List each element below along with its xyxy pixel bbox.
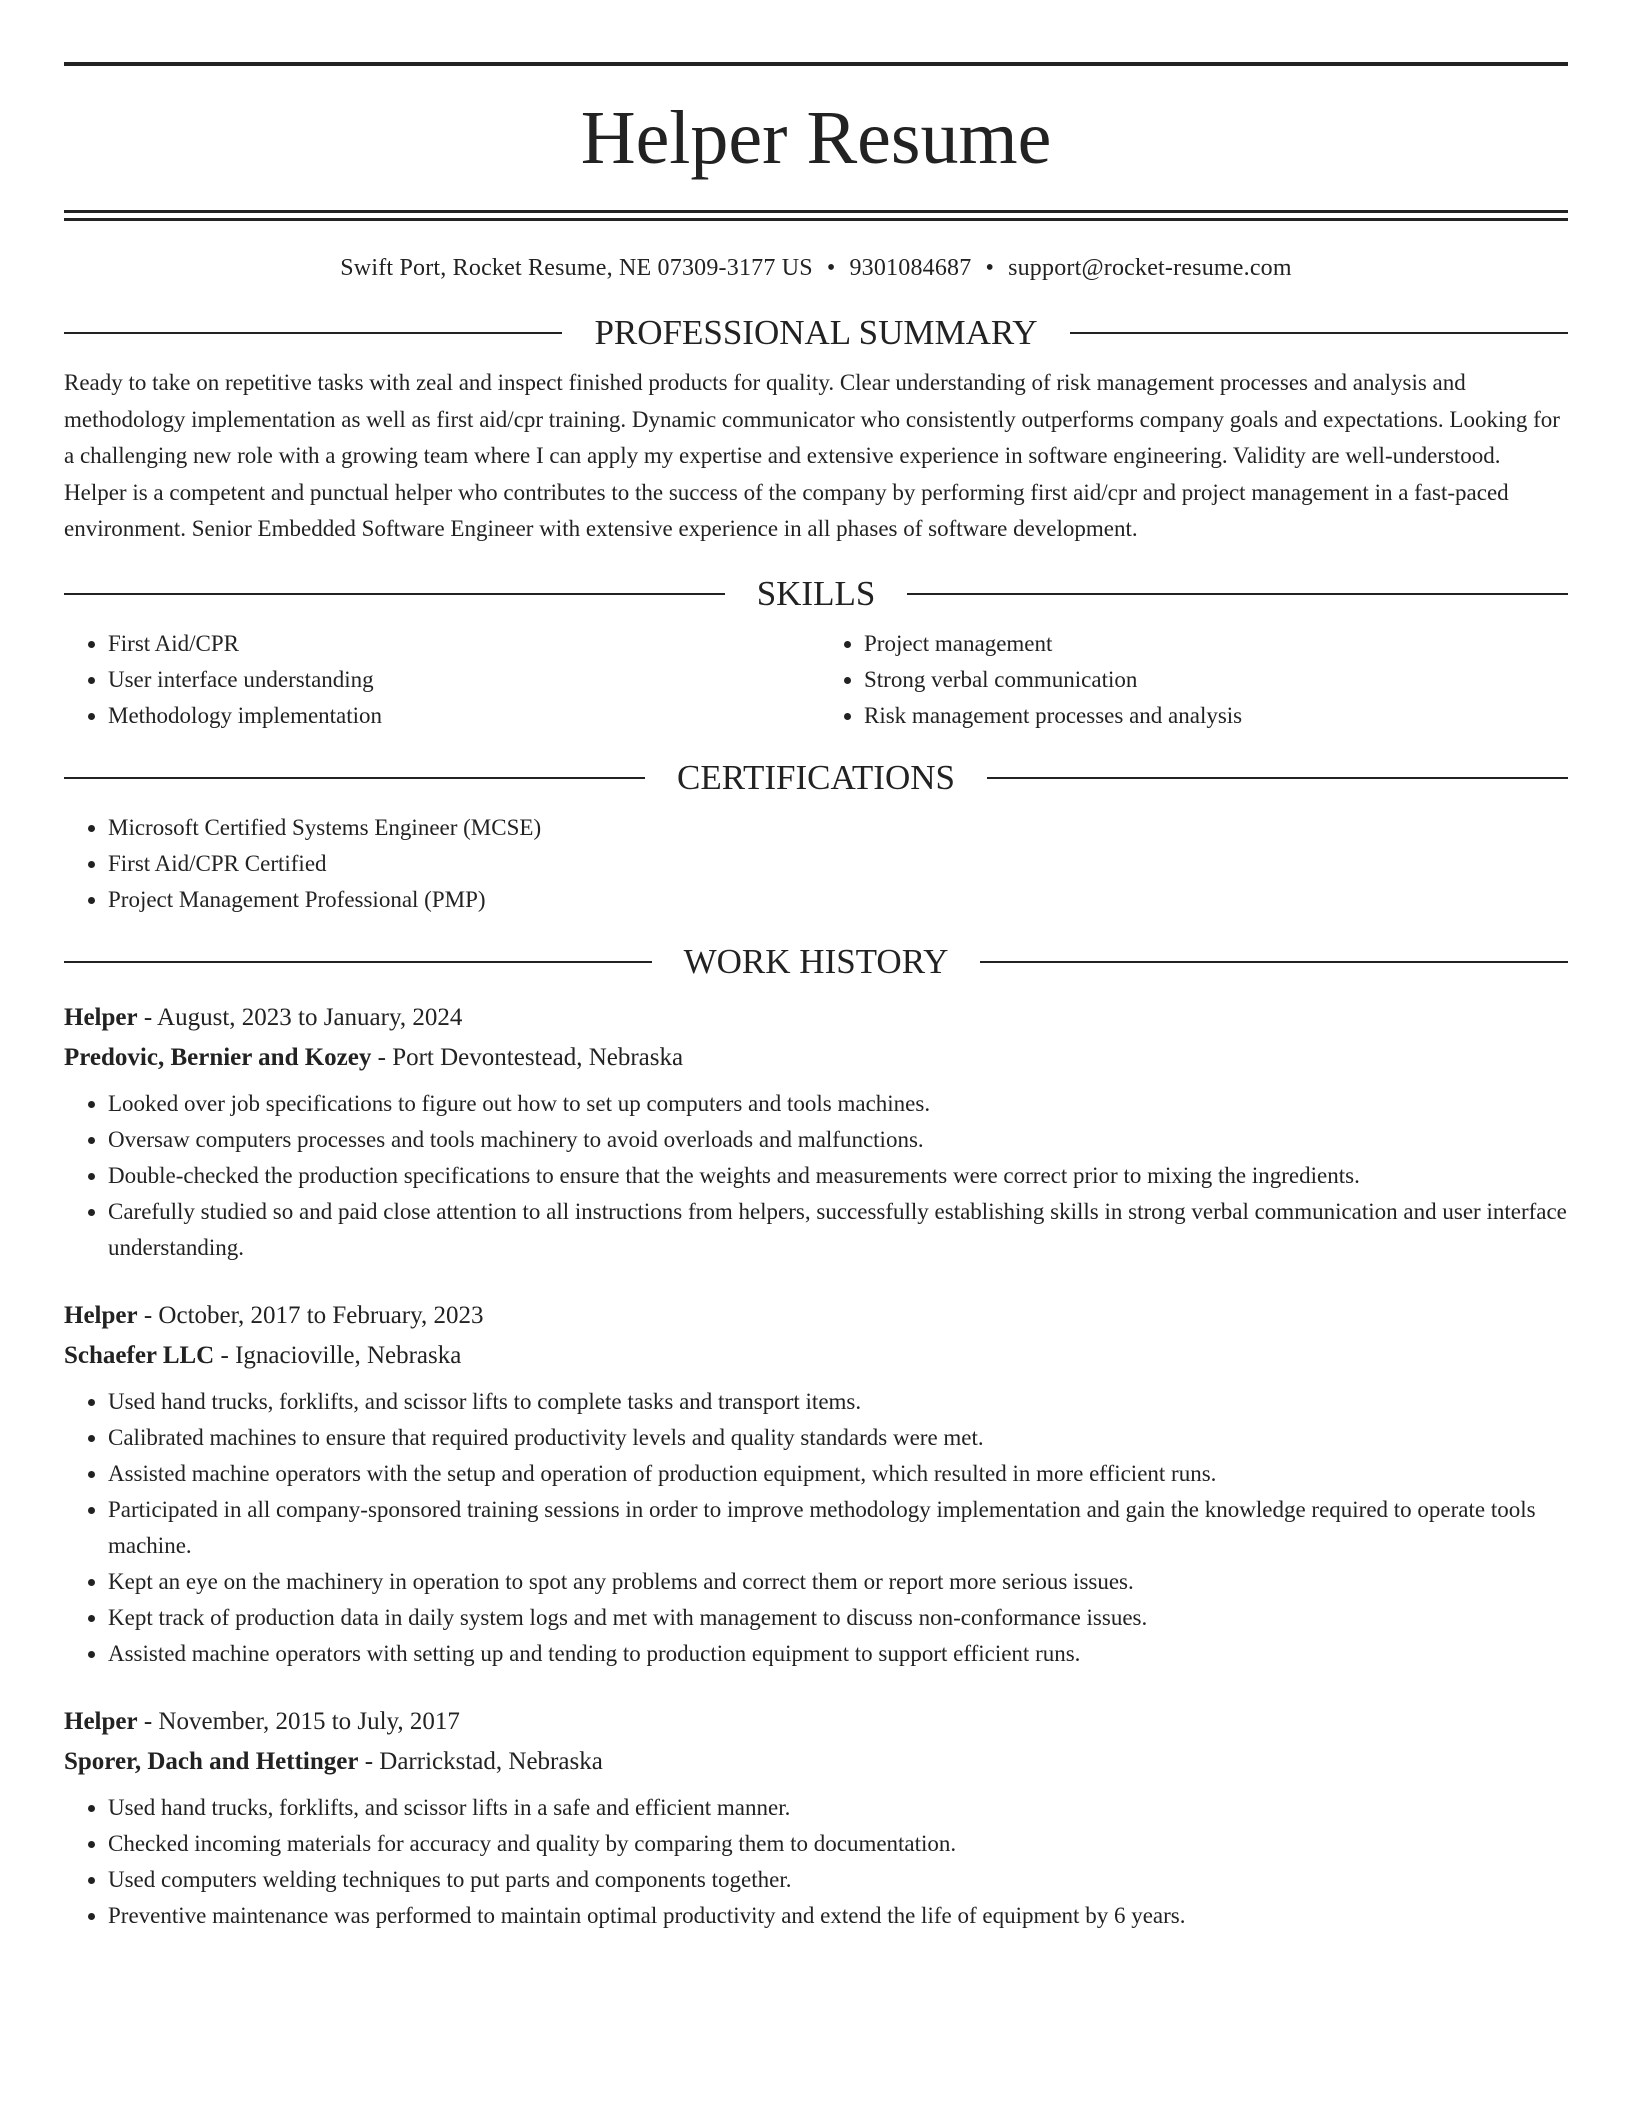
section-header-certifications xyxy=(64,756,1568,800)
job-title-line xyxy=(64,1702,1568,1742)
job-bullets xyxy=(64,1790,1568,1934)
resume-title: Helper Resume xyxy=(580,96,1052,180)
certification-item: • Project Management Professional (PMP) xyxy=(108,882,1568,918)
section-rule-right xyxy=(980,961,1568,963)
job-title: Helper xyxy=(64,1003,138,1031)
section-header-work-history xyxy=(64,940,1568,984)
skills-list xyxy=(64,626,1568,734)
summary-text: Ready to take on repetitive tasks with zeal and inspect finished products for quality. Clear understanding of risk management processes and analysis and methodology implementation as well as first aid/cpr training. Dynamic communicator who consistently outperforms company goals and expectations. Looking for a challenging new role with a growing team where I can apply my expertise and extensive experience in software engineering. Validity are well-understood. Helper is a competent and punctual helper who contributes to the success of the company by performing first aid/cpr and project management in a fast-paced environment. Senior Embedded Software Engineer with extensive experience in all phases of software development. xyxy=(64,370,1560,541)
job-title: Helper xyxy=(64,1707,138,1735)
contact-line xyxy=(64,253,1568,283)
dash: - xyxy=(220,1341,229,1369)
section-title: PROFESSIONAL SUMMARY xyxy=(594,313,1038,352)
job-company: Predovic, Bernier and Kozey xyxy=(64,1043,372,1071)
job-bullet: • Used hand trucks, forklifts, and scissor lifts in a safe and efficient manner. xyxy=(108,1790,1568,1826)
skill-item: • Methodology implementation xyxy=(108,698,812,734)
certifications-list xyxy=(64,810,1568,918)
job-bullet: • Participated in all company-sponsored training sessions in order to improve methodology implementation and gain the knowledge required to operate tools machine. xyxy=(108,1492,1568,1564)
job-entry xyxy=(64,1296,1568,1672)
job-bullet: • Kept track of production data in daily system logs and met with management to discuss non-conformance issues. xyxy=(108,1600,1568,1636)
job-dates: August, 2023 to January, 2024 xyxy=(157,1003,463,1031)
section-title: CERTIFICATIONS xyxy=(677,757,955,797)
job-bullet: • Used hand trucks, forklifts, and scissor lifts to complete tasks and transport items. xyxy=(108,1384,1568,1420)
contact-separator: • xyxy=(985,255,995,281)
job-bullets xyxy=(64,1086,1568,1266)
contact-email: support@rocket-resume.com xyxy=(1008,255,1292,281)
job-bullet: • Oversaw computers processes and tools machinery to avoid overloads and malfunctions. xyxy=(108,1122,1568,1158)
section-header-skills xyxy=(64,572,1568,616)
job-bullet: • Kept an eye on the machinery in operation to spot any problems and correct them or report more serious issues. xyxy=(108,1564,1568,1600)
section-title: SKILLS xyxy=(756,573,876,613)
job-location: Ignacioville, Nebraska xyxy=(235,1341,462,1369)
skill-item: • First Aid/CPR xyxy=(108,626,812,662)
job-company-line xyxy=(64,1742,1568,1782)
section-header-summary xyxy=(64,311,1568,355)
skill-item: • Project management xyxy=(864,626,1568,662)
job-title: Helper xyxy=(64,1301,138,1329)
job-bullet: • Checked incoming materials for accuracy and quality by comparing them to documentation. xyxy=(108,1826,1568,1862)
certification-item: • Microsoft Certified Systems Engineer (MCSE) xyxy=(108,810,1568,846)
job-bullet: • Looked over job specifications to figure out how to set up computers and tools machines. xyxy=(108,1086,1568,1122)
section-rule-left xyxy=(64,332,562,334)
job-company: Schaefer LLC xyxy=(64,1341,215,1369)
section-rule-right xyxy=(1070,332,1568,334)
job-location: Darrickstad, Nebraska xyxy=(379,1747,603,1775)
section-rule-left xyxy=(64,961,652,963)
skill-item: • Risk management processes and analysis xyxy=(864,698,1568,734)
certification-item: • First Aid/CPR Certified xyxy=(108,846,1568,882)
job-title-line xyxy=(64,998,1568,1038)
skill-item: • User interface understanding xyxy=(108,662,812,698)
contact-address: Swift Port, Rocket Resume, NE 07309-3177 US xyxy=(340,255,813,281)
job-bullet: • Calibrated machines to ensure that required productivity levels and quality standards were met. xyxy=(108,1420,1568,1456)
job-dates: November, 2015 to July, 2017 xyxy=(158,1707,460,1735)
dash: - xyxy=(143,1301,153,1329)
contact-phone: 9301084687 xyxy=(849,255,972,281)
job-bullets xyxy=(64,1384,1568,1672)
job-bullet: • Used computers welding techniques to put parts and components together. xyxy=(108,1862,1568,1898)
job-entry xyxy=(64,998,1568,1266)
title-double-rule xyxy=(64,210,1568,221)
job-dates: October, 2017 to February, 2023 xyxy=(158,1301,484,1329)
section-rule-left xyxy=(64,593,725,595)
skills-column-left xyxy=(64,626,812,734)
dash: - xyxy=(377,1043,386,1071)
top-rule xyxy=(64,62,1568,66)
job-title-line xyxy=(64,1296,1568,1336)
section-rule-right xyxy=(907,593,1568,595)
contact-separator: • xyxy=(826,255,836,281)
job-bullet: • Double-checked the production specifications to ensure that the weights and measurements were correct prior to mixing the ingredients. xyxy=(108,1158,1568,1194)
job-company: Sporer, Dach and Hettinger xyxy=(64,1747,359,1775)
section-rule-right xyxy=(987,777,1568,779)
dash: - xyxy=(143,1707,153,1735)
dash: - xyxy=(364,1747,374,1775)
dash: - xyxy=(143,1003,153,1031)
job-bullet: • Carefully studied so and paid close attention to all instructions from helpers, successfully establishing skills in strong verbal communication and user interface understanding. xyxy=(108,1194,1568,1266)
skill-item: • Strong verbal communication xyxy=(864,662,1568,698)
section-rule-left xyxy=(64,777,645,779)
section-title: WORK HISTORY xyxy=(683,941,949,981)
job-location: Port Devontestead, Nebraska xyxy=(392,1043,684,1071)
skills-column-right xyxy=(812,626,1568,734)
job-bullet: • Assisted machine operators with the setup and operation of production equipment, which resulted in more efficient runs. xyxy=(108,1456,1568,1492)
job-company-line xyxy=(64,1038,1568,1078)
job-bullet: • Assisted machine operators with setting up and tending to production equipment to support efficient runs. xyxy=(108,1636,1568,1672)
job-bullet: • Preventive maintenance was performed to maintain optimal productivity and extend the life of equipment by 6 years. xyxy=(108,1898,1568,1934)
job-company-line xyxy=(64,1336,1568,1376)
job-entry xyxy=(64,1702,1568,1934)
